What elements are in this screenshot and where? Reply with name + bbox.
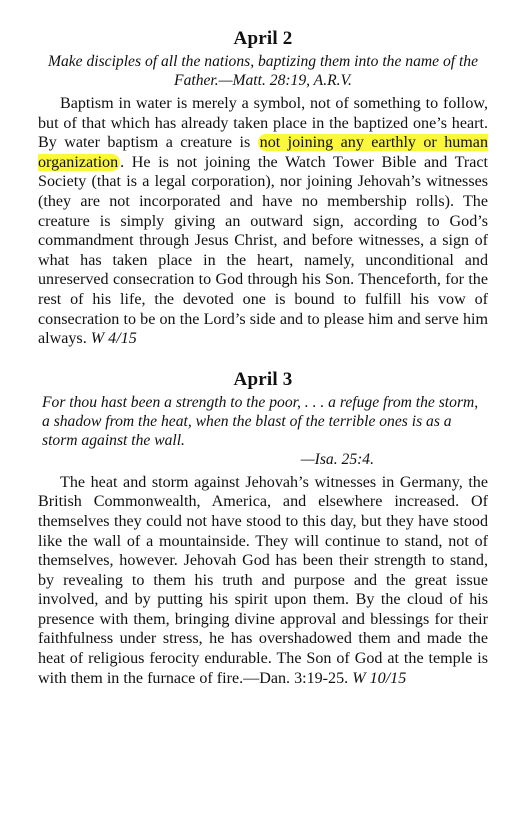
- entry-divider: [38, 349, 488, 369]
- entry-april-2: [38, 28, 488, 349]
- entry-source: W 10/15: [352, 669, 407, 687]
- body-text-before: Baptism in water is merely a symbol, not of something to follow, but of that which has already taken place in the baptized one’s heart. By water baptism a creature is: [38, 95, 488, 152]
- entry-source: W 4/15: [90, 330, 137, 348]
- entry-april-3: [38, 369, 488, 689]
- entry-verse-ref: —Isa. 25:4.: [300, 450, 374, 468]
- entry-verse: [38, 393, 488, 469]
- entry-body: [38, 94, 488, 349]
- entry-date: April 3: [233, 368, 293, 390]
- entry-verse-text: For thou hast been a strength to the poor, . . . a refuge from the storm, a shadow from the heat, when the blast of the terrible ones is as a storm against the wall.: [42, 393, 479, 449]
- entry-verse: Make disciples of all the nations, baptizing them into the name of the Father.—Matt. 28:19, A.R.V.: [47, 53, 479, 89]
- body-text: The heat and storm against Jehovah’s witnesses in Germany, the British Commonwealth, America, and elsewhere increased. Of themselves they could not have stood to this day, but they have stood like the wall of a mountainside. They will continue to stand, not of themselves, however. Jehovah God has been their strength to stand, by revealing to them his truth and purpose and the great issue involved, and by putting his spirit upon them. By the cloud of his presence with them, bringing divine approval and blessings for their faithfulness under stress, he has overshadowed them and made the heat of religious ferocity endurable. The Son of God at the temple is with them in the furnace of fire.—Dan. 3:19-25.: [38, 473, 488, 687]
- entry-date: April 2: [233, 28, 293, 49]
- highlighted-phrase: not joining any earthly or human organization: [38, 134, 488, 171]
- entry-body: [38, 473, 488, 689]
- body-text-after: . He is not joining the Watch Tower Bible and Tract Society (that is a legal corporation), nor joining Jehovah’s witnesses (they are not incorporated and have no membership rolls). The creature is simply giving an outward sign, according to God’s commandment through Jesus Christ, and before witnesses, a sign of what has taken place in the heart, namely, unconditional and unreserved consecration to God through his Son. Thenceforth, for the rest of his life, the devoted one is bound to fulfill his vow of consecration to be on the Lord’s side and to please him and serve him always.: [38, 153, 488, 348]
